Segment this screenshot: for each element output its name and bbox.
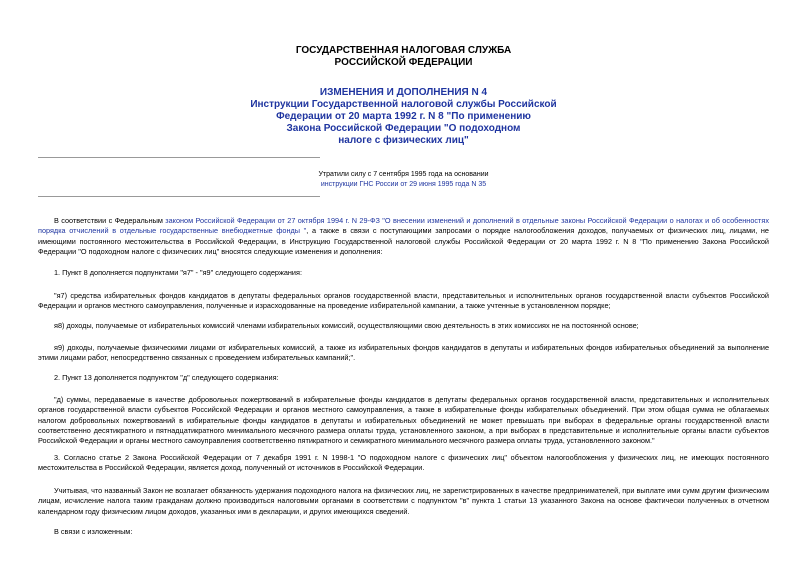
paragraph-3-text: "я7) средства избирательных фондов кандидатов в депутаты федеральных органов государственной власти, представительных и исполнительных органов государственной власти субъектов Российской Федерации и органов местного самоуправления, полученные и израсходованные на проведение избирательной кампании, а также учтенные в установленном порядке; — [38, 291, 769, 311]
paragraph-2 — [38, 268, 769, 278]
paragraph-10-text: В связи с изложенным: — [54, 527, 133, 536]
document-subtitle-line: Закона Российской Федерации "О подоходном — [286, 123, 521, 134]
paragraph-8 — [38, 453, 769, 474]
paragraph-7 — [38, 395, 769, 446]
paragraph-7-text: "д) суммы, передаваемые в качестве добровольных пожертвований в избирательные фонды кандидатов в депутаты федеральных органов государственной власти, представительных и исполнительных органов государственной власти субъектов Российской Федерации и органов местного самоуправления, а также в избирательные фонды избирательных объединений. При этом общая сумма не облагаемых налогом добровольных пожертвований в избирательные фонды кандидатов в депутаты и избирательных объединений не может превышать при выборах в федеральные органы государственной власти соответственно десятикратного и пятнадцатикратного минимального месячного размера оплаты труда, установленного законом, а при выборах в представительные и исполнительные органы власти субъектов Российской Федерации и органы местного самоуправления соответственно пятикратного и семикратного минимального месячного размера оплаты труда, установленного законом." — [38, 395, 769, 446]
paragraph-6 — [38, 373, 769, 383]
paragraph-1-text-pre: В соответствии с Федеральным — [54, 216, 166, 225]
document-subtitle-line: Федерации от 20 марта 1992 г. N 8 "По применению — [276, 111, 531, 122]
paragraph-9-text: Учитывая, что названный Закон не возлагает обязанность удержания подоходного налога на физических лиц, не зарегистрированных в качестве предпринимателей, при выплате ими сумм другим физическим лицам, исчисление налога таким гражданам должно производиться налоговыми органами в соответствии с подпунктом "в" пункта 1 статьи 13 указанного Закона на основе фактически полученных в отчетном календарном году физическим лицом доходов, указанных ими в декларации, и других имеющихся сведений. — [38, 486, 769, 516]
paragraph-6-text: 2. Пункт 13 дополняется подпунктом "д" следующего содержания: — [54, 373, 279, 382]
law-link[interactable]: законом Российской Федерации от 27 октября 1994 г. N 29-ФЗ "О внесении изменений и дополнений в отдельные законы Российской Федерации о налогах и об особенностях порядка отчислений в отдельные государственные внебюджетные фонды " — [38, 216, 769, 236]
paragraph-4 — [38, 321, 769, 331]
document-title-block — [0, 87, 807, 147]
paragraph-3 — [38, 291, 769, 312]
paragraph-5 — [38, 343, 769, 364]
paragraph-2-text: 1. Пункт 8 дополняется подпунктами "я7" - "я9" следующего содержания: — [54, 268, 302, 277]
status-note-text: Утратили силу с 7 сентября 1995 года на основании — [318, 171, 489, 178]
paragraph-8-text: 3. Согласно статье 2 Закона Российской Федерации от 7 декабря 1991 г. N 1998-1 "О подоходном налоге с физических лиц" объектом налогообложения у физических лиц, не имеющих постоянного местожительства в Российской Федерации, является доход, полученный от источников в Российской Федерации. — [38, 453, 769, 473]
status-note-link[interactable]: инструкции ГНС России от 29 июня 1995 года N 35 — [320, 181, 487, 188]
status-note — [0, 170, 807, 190]
paragraph-4-text: я8) доходы, получаемые от избирательных комиссий членами избирательных комиссий, осуществляющими свою деятельность в этих комиссиях не на постоянной основе; — [54, 321, 639, 330]
org-name-line2: РОССИЙСКОЙ ФЕДЕРАЦИИ — [334, 57, 473, 68]
divider-bottom — [38, 196, 320, 197]
document-subtitle-line: налоге с физических лиц" — [338, 135, 469, 146]
paragraph-5-text: я9) доходы, получаемые физическими лицами от избирательных комиссий, а также из избирательных фондов кандидатов в депутаты и избирательных фондов избирательных объединений за выполнение этими лицами работ, непосредственно связанных с проведением избирательных кампаний;". — [38, 343, 769, 363]
document-subtitle-line: Инструкции Государственной налоговой службы Российской — [250, 99, 557, 110]
paragraph-1-text-post: , а также в связи с поступающими запросами о порядке налогообложения доходов, получаемых от физических лиц, лицами, не имеющими постоянного местожительства в Российской Федерации, в Инструкцию Государственной налоговой службы Российской Федерации от 20 марта 1992 г. N 8 "По применению Закона Российской Федерации "О подоходном налоге с физических лиц" вносятся следующие изменения и дополнения: — [38, 226, 769, 256]
divider-top — [38, 157, 320, 158]
paragraph-10 — [38, 527, 769, 537]
paragraph-9 — [38, 486, 769, 517]
paragraph-1 — [38, 216, 769, 257]
org-name-line1: ГОСУДАРСТВЕННАЯ НАЛОГОВАЯ СЛУЖБА — [295, 45, 512, 56]
document-title: ИЗМЕНЕНИЯ И ДОПОЛНЕНИЯ N 4 — [319, 87, 488, 98]
